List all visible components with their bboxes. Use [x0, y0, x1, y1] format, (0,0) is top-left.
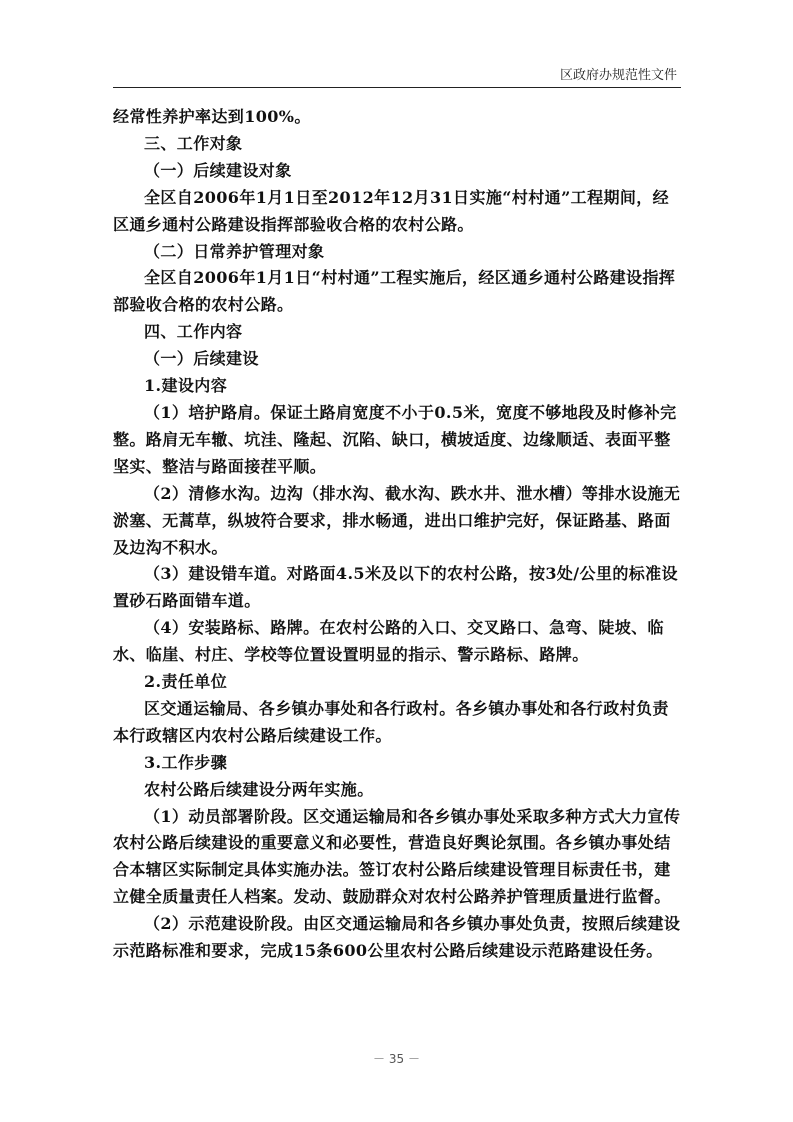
- paragraph: （4）安装路标、路牌。在农村公路的入口、交叉路口、急弯、陡坡、临水、临崖、村庄、学校等位置设置明显的指示、警示路标、路牌。: [113, 618, 664, 665]
- paragraph: 全区自2006年1月1日至2012年12月31日实施“村村通”工程期间，经区通乡通村公路建设指挥部验收合格的农村公路。: [113, 187, 670, 234]
- section-heading: 四、工作内容: [144, 322, 243, 342]
- subsection-heading: （一）后续建设对象: [144, 160, 292, 180]
- subsection-heading: （二）日常养护管理对象: [144, 241, 325, 261]
- item-heading: 3.工作步骤: [144, 752, 228, 772]
- paragraph: 全区自2006年1月1日“村村通”工程实施后，经区通乡通村公路建设指挥部验收合格的农村公路。: [113, 268, 676, 315]
- paragraph: （1）培护路肩。保证土路肩宽度不小于0.5米，宽度不够地段及时修补完整。路肩无车辙、坑洼、隆起、沉陷、缺口，横坡适度、边缘顺适、表面平整坚实、整洁与路面接茬平顺。: [113, 402, 677, 476]
- paragraph: 经常性养护率达到100%。: [113, 107, 311, 126]
- paragraph: （1）动员部署阶段。区交通运输局和各乡镇办事处采取多种方式大力宣传农村公路后续建设的重要意义和必要性，营造良好舆论氛围。各乡镇办事处结合本辖区实际制定具体实施办法。签订农村公路后续建设管理目标责任书，建立健全质量责任人档案。发动、鼓励群众对农村公路养护管理质量进行监督。: [113, 806, 681, 907]
- subsection-heading: （一）后续建设: [144, 349, 259, 369]
- page-number: － 35 －: [373, 1052, 420, 1066]
- header-title: 区政府办规范性文件: [559, 68, 677, 83]
- paragraph: （2）清修水沟。边沟（排水沟、截水沟、跌水井、泄水槽）等排水设施无淤塞、无蒿草，纵坡符合要求，排水畅通，进出口维护完好，保证路基、路面及边沟不积水。: [113, 483, 681, 557]
- item-heading: 2.责任单位: [144, 672, 228, 692]
- paragraph: （2）示范建设阶段。由区交通运输局和各乡镇办事处负责，按照后续建设示范路标准和要求，完成15条600公里农村公路后续建设示范路建设任务。: [113, 914, 681, 961]
- item-heading: 1.建设内容: [144, 376, 228, 396]
- paragraph: 农村公路后续建设分两年实施。: [144, 779, 374, 799]
- paragraph: （3）建设错车道。对路面4.5米及以下的农村公路，按3处/公里的标准设置砂石路面错车道。: [113, 564, 678, 611]
- document-body: [113, 104, 681, 965]
- header-rule: [113, 87, 681, 88]
- page-header: [113, 58, 681, 88]
- paragraph: 区交通运输局、各乡镇办事处和各行政村。各乡镇办事处和各行政村负责本行政辖区内农村公路后续建设工作。: [113, 698, 669, 745]
- section-heading: 三、工作对象: [144, 133, 243, 153]
